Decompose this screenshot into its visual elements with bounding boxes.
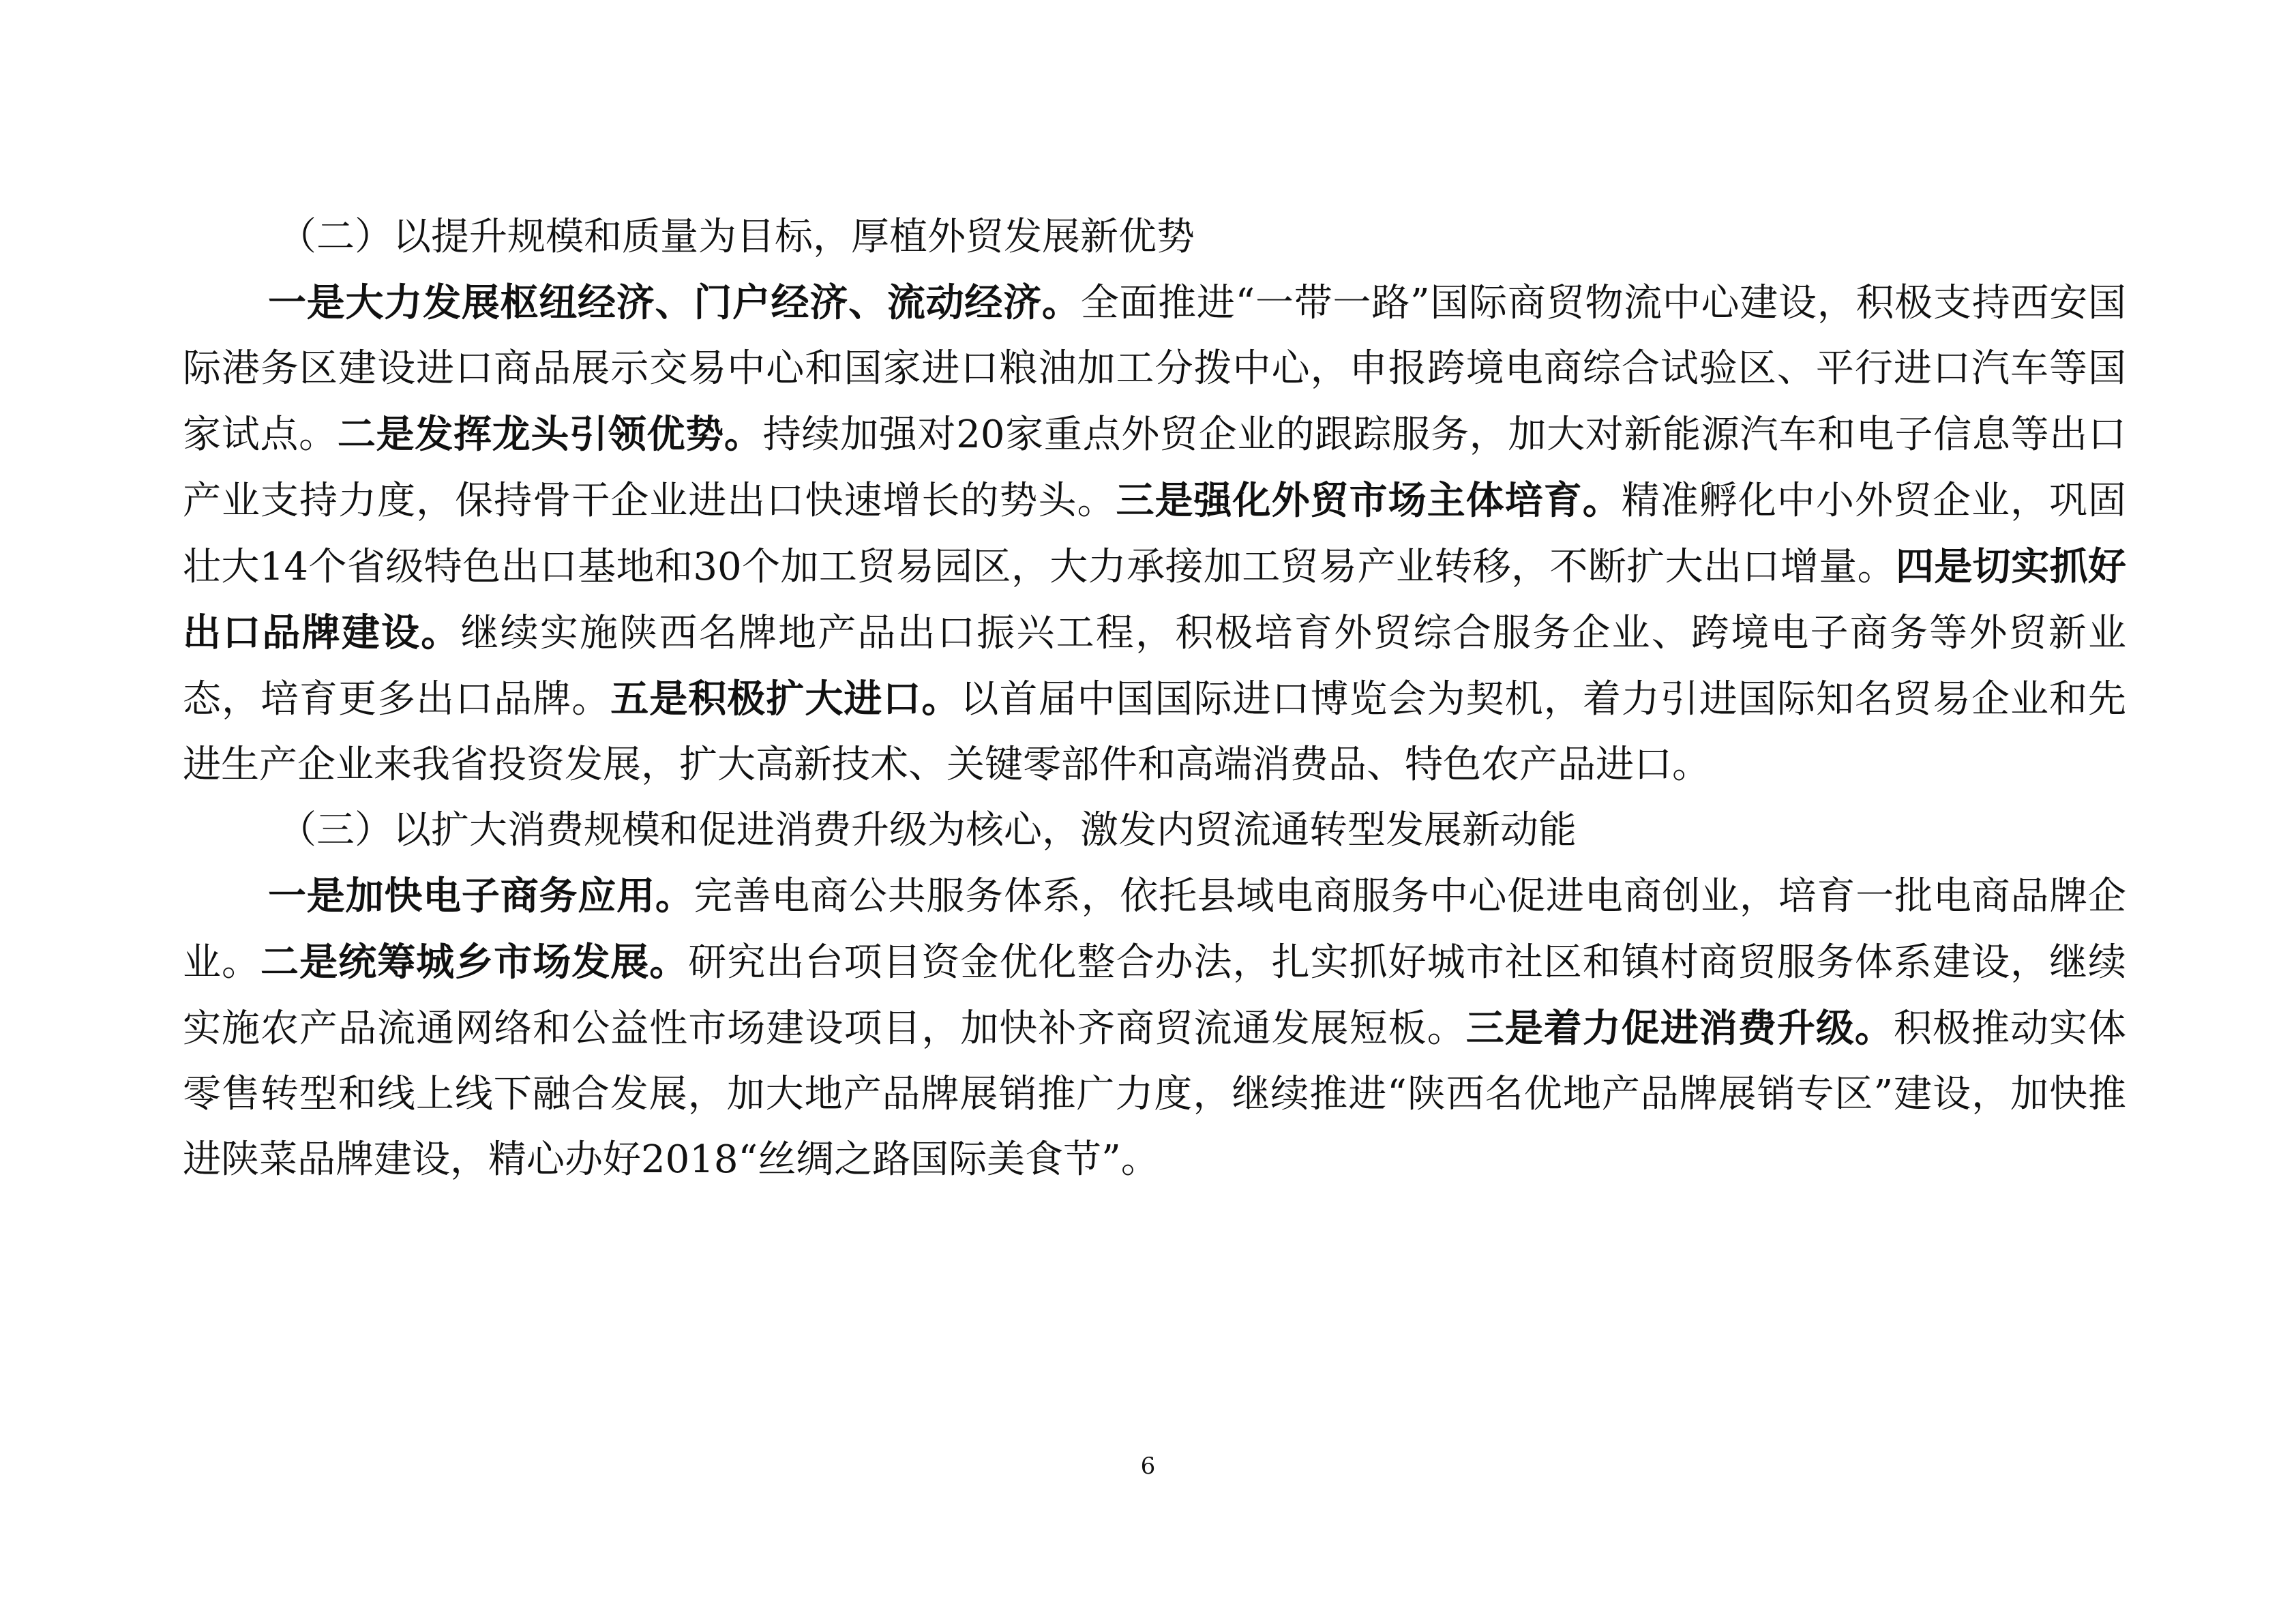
point-1-text: 全面推进“一带一路”国际商贸物流中心建设，积极支持西安国际港务区建设进口商品展示交易中心和国家进口粮油加工分拨中心，申报跨境电商综合试验区、平行进口汽车等国家试点。 bbox=[183, 281, 2126, 457]
point-2-text: 研究出台项目资金优化整合办法，扎实抓好城市社区和镇村商贸服务体系建设，继续实施农产品流通网络和公益性市场建设项目，加快补齐商贸流通发展短板。 bbox=[183, 940, 2127, 1051]
point-4-text: 继续实施陕西名牌地产品出口振兴工程，积极培育外贸综合服务企业、跨境电子商务等外贸新业态，培育更多出口品牌。 bbox=[183, 611, 2127, 721]
point-2-title: 二是发挥龙头引领优势。 bbox=[337, 412, 763, 457]
point-3-text: 积极推动实体零售转型和线上线下融合发展，加大地产品牌展销推广力度，继续推进“陕西名优地产品牌展销专区”建设，加快推进陕菜品牌建设，精心办好2018“丝绸之路国际美食节”。 bbox=[183, 1007, 2127, 1182]
point-5-text: 以首届中国国际进口博览会为契机，着力引进国际知名贸易企业和先进生产企业来我省投资发展，扩大高新技术、关键零部件和高端消费品、特色农产品进口。 bbox=[183, 677, 2127, 787]
point-4-title: 四是切实抓好出口品牌建设。 bbox=[183, 544, 2127, 655]
point-3-title: 三是强化外贸市场主体培育。 bbox=[1116, 478, 1622, 523]
section-heading-domestic: （三）以扩大消费规模和促进消费升级为核心，激发内贸流通转型发展新动能 bbox=[278, 808, 1577, 852]
point-3-text: 精准孵化中小外贸企业，巩固壮大14个省级特色出口基地和30个加工贸易园区，大力承接加工贸易产业转移，不断扩大出口增量。 bbox=[183, 479, 2127, 589]
point-3-title: 三是着力促进消费升级。 bbox=[1465, 1006, 1894, 1051]
point-1-title: 一是加快电子商务应用。 bbox=[268, 874, 694, 919]
point-2-text: 持续加强对20家重点外贸企业的跟踪服务，加大对新能源汽车和电子信息等出口产业支持力度，保持骨干企业进出口快速增长的势头。 bbox=[183, 413, 2127, 523]
point-2-title: 二是统筹城乡市场发展。 bbox=[260, 940, 689, 985]
section-paragraph-trade bbox=[183, 270, 2126, 798]
page-number: 6 bbox=[1140, 1453, 1156, 1480]
document-body bbox=[183, 205, 2126, 1193]
point-5-title: 五是积极扩大进口。 bbox=[610, 676, 961, 721]
section-heading-trade: （二）以提升规模和质量为目标，厚植外贸发展新优势 bbox=[278, 215, 1195, 259]
section-paragraph-domestic bbox=[183, 863, 2126, 1193]
point-1-text: 完善电商公共服务体系，依托县域电商服务中心促进电商创业，培育一批电商品牌企业。 bbox=[183, 874, 2127, 985]
point-1-title: 一是大力发展枢纽经济、门户经济、流动经济。 bbox=[268, 280, 1081, 325]
